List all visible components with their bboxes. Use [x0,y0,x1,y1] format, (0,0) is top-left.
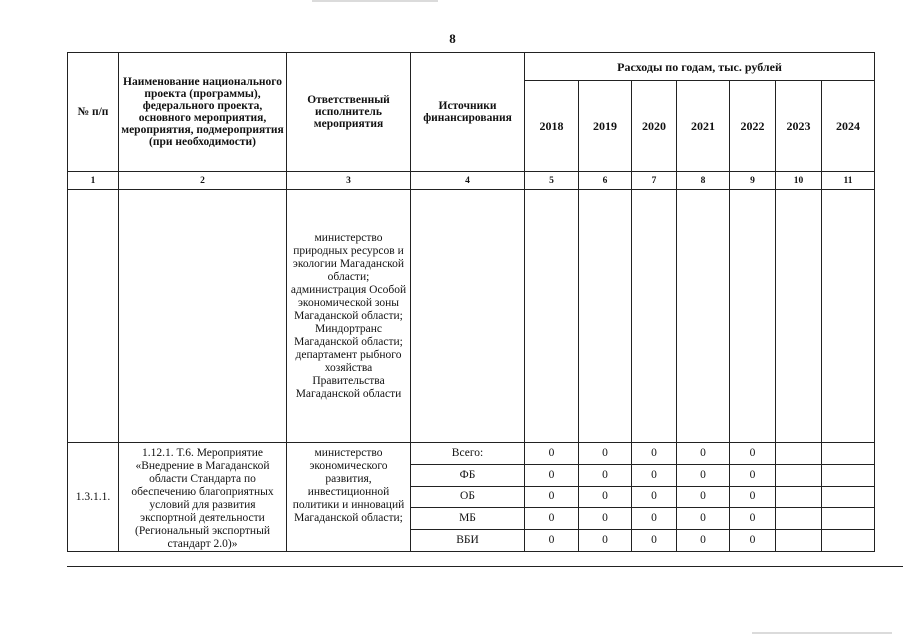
column-number: 11 [822,172,875,190]
value-cell: 0 [730,530,776,552]
column-number: 3 [287,172,411,190]
funding-source: ОБ [411,486,525,508]
value-cell [776,508,822,530]
value-cell: 0 [632,508,677,530]
empty-cell [579,190,632,443]
value-cell [822,464,875,486]
header-year: 2019 [579,81,632,172]
value-cell: 0 [677,508,730,530]
scan-smudge [752,632,892,634]
header-year: 2023 [776,81,822,172]
value-cell: 0 [632,464,677,486]
header-name: Наименование национального проекта (программы), федерального проекта, основного мероприятия, мероприятия, подмероприятия (при необходимости) [119,53,287,172]
value-cell: 0 [677,486,730,508]
funding-source: МБ [411,508,525,530]
column-number: 6 [579,172,632,190]
activity-name: 1.12.1. Т.6. Мероприятие «Внедрение в Магаданской области Стандарта по обеспечению благоприятных условий для развития экспортной деятельности (Региональный экспортный стандарт 2.0)» [119,443,287,552]
column-number: 4 [411,172,525,190]
header-year: 2018 [525,81,579,172]
value-cell: 0 [579,530,632,552]
empty-cell [68,190,119,443]
value-cell: 0 [579,464,632,486]
empty-cell [822,190,875,443]
value-cell: 0 [525,464,579,486]
value-cell: 0 [525,486,579,508]
column-number-row [68,172,875,190]
activity-responsible: министерство экономического развития, инвестиционной политики и инноваций Магаданской области; [287,443,411,552]
value-cell [822,508,875,530]
empty-cell [525,190,579,443]
header-year: 2020 [632,81,677,172]
value-cell: 0 [525,443,579,465]
budget-table [67,52,875,552]
value-cell: 0 [579,508,632,530]
value-cell [822,443,875,465]
column-number: 2 [119,172,287,190]
continuation-row [68,190,875,443]
funding-source: Всего: [411,443,525,465]
column-number: 8 [677,172,730,190]
value-cell: 0 [730,464,776,486]
header-expenses: Расходы по годам, тыс. рублей [525,53,875,81]
header-number: № п/п [68,53,119,172]
empty-cell [730,190,776,443]
continuation-responsible: министерство природных ресурсов и экологии Магаданской области; администрация Особой экономической зоны Магаданской области; Миндортранс Магаданской области; департамент рыбного хозяйства Правительства Магаданской области [287,190,411,443]
value-cell: 0 [730,508,776,530]
activity-number: 1.3.1.1. [68,443,119,552]
value-cell: 0 [632,530,677,552]
value-cell: 0 [730,443,776,465]
value-cell: 0 [677,464,730,486]
value-cell: 0 [632,486,677,508]
value-cell: 0 [579,486,632,508]
value-cell [776,486,822,508]
value-cell [776,464,822,486]
value-cell: 0 [677,530,730,552]
empty-cell [411,190,525,443]
header-responsible: Ответственный исполнитель мероприятия [287,53,411,172]
value-cell: 0 [677,443,730,465]
header-year: 2022 [730,81,776,172]
funding-source: ФБ [411,464,525,486]
column-number: 9 [730,172,776,190]
activity-row [68,443,875,465]
column-number: 10 [776,172,822,190]
value-cell: 0 [525,530,579,552]
value-cell [776,530,822,552]
column-number: 1 [68,172,119,190]
column-number: 7 [632,172,677,190]
value-cell: 0 [632,443,677,465]
empty-cell [632,190,677,443]
page-cut-line [67,566,903,567]
scan-smudge [312,0,438,2]
funding-source: ВБИ [411,530,525,552]
page-number: 8 [449,31,456,46]
value-cell: 0 [730,486,776,508]
empty-cell [119,190,287,443]
header-year: 2024 [822,81,875,172]
value-cell: 0 [525,508,579,530]
value-cell [822,486,875,508]
empty-cell [677,190,730,443]
column-number: 5 [525,172,579,190]
header-year: 2021 [677,81,730,172]
value-cell [822,530,875,552]
empty-cell [776,190,822,443]
value-cell: 0 [579,443,632,465]
header-sources: Источники финансирования [411,53,525,172]
value-cell [776,443,822,465]
